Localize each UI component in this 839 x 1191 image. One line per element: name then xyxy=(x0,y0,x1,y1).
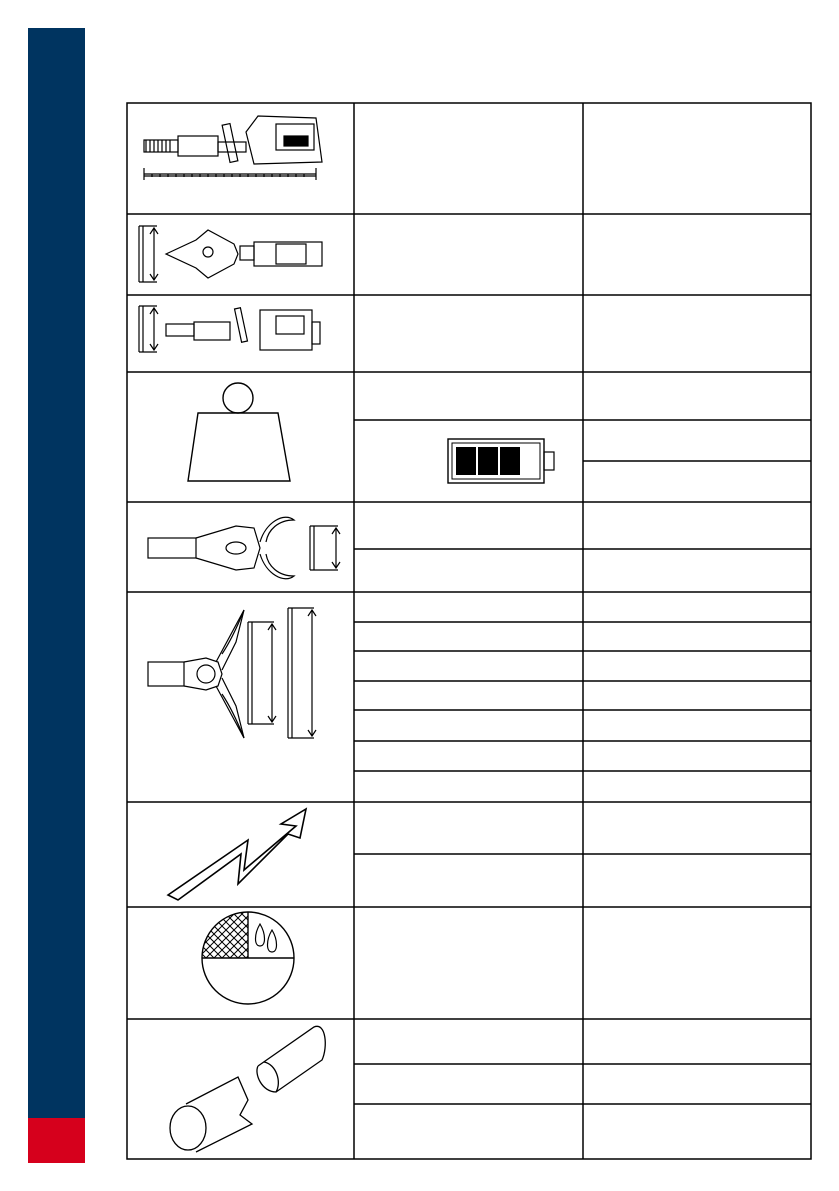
cutting-capacity-icon xyxy=(170,1026,325,1152)
force-icon xyxy=(168,809,306,900)
tool-height-icon xyxy=(139,306,320,352)
weight-icon xyxy=(188,383,290,481)
sidebar-tab-marker xyxy=(28,1118,85,1163)
ip-protection-icon xyxy=(202,912,294,1004)
tool-width-icon xyxy=(139,226,322,282)
spreader-opening-icon xyxy=(148,608,316,738)
tool-length-icon xyxy=(144,116,322,180)
specification-table xyxy=(126,102,812,1160)
sidebar-band xyxy=(28,28,85,1163)
cutter-opening-icon xyxy=(148,517,340,579)
battery-icon xyxy=(448,439,554,483)
